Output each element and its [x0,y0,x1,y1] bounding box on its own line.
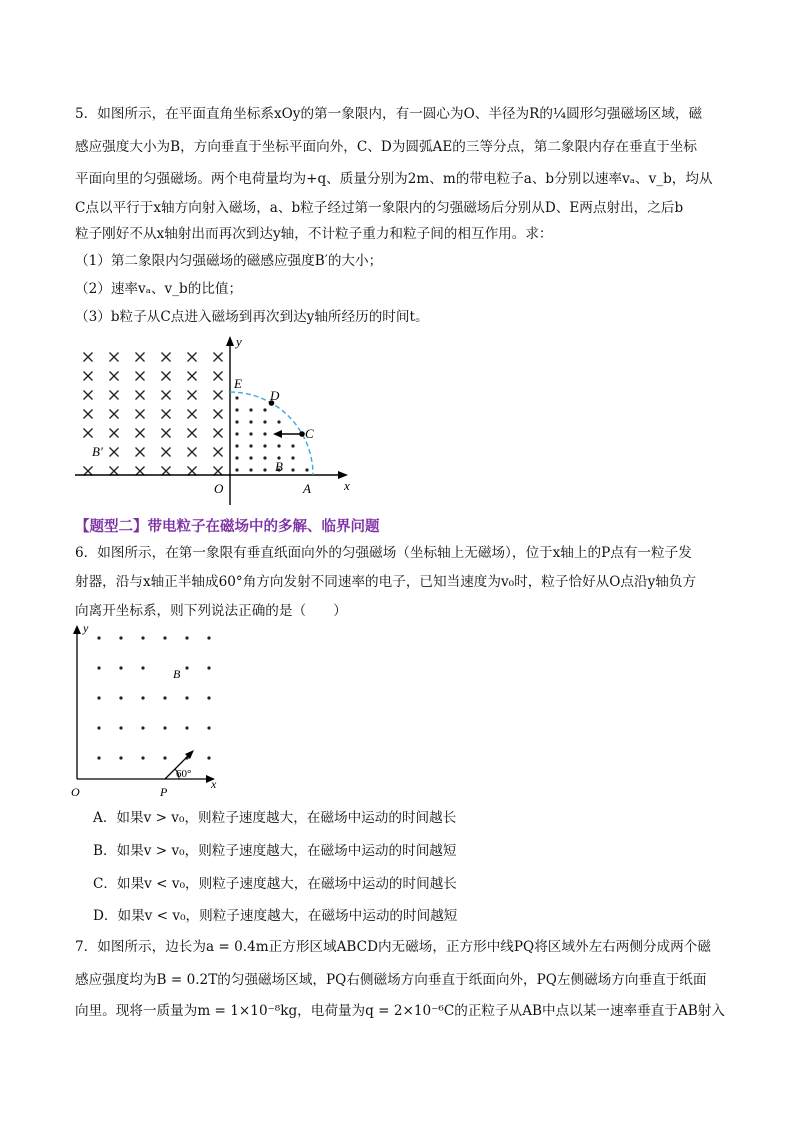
q6-option-D: D．如果v < v₀，则粒子速度越大，在磁场中运动的时间越短 [93,908,458,924]
q6-label-O: O [71,785,80,799]
q5-label-A: A [303,481,311,496]
q7-line-3: 向里。现将一质量为m = 1×10⁻⁸kg，电荷量为q = 2×10⁻⁶C的正粒子从AB中点以某一速率垂直于AB射入 [75,1003,725,1019]
field-dot-icon [163,726,166,729]
field-dot-icon [263,444,266,447]
q5-line-4: C点以平行于x轴方向射入磁场，a、b粒子经过第一象限内的匀强磁场后分别从D、E两点射出，之后b [75,200,684,216]
q6-line-3: 向离开坐标系，则下列说法正确的是（ ） [75,603,347,619]
field-cross-icon [162,372,171,381]
q6-line-2: 射器，沿与x轴正半轴成60°角方向发射不同速率的电子，已知当速度为v₀时，粒子恰好从O点沿y轴负方 [75,574,697,590]
field-dot-icon [235,420,238,423]
q5-figure [70,330,370,510]
field-dot-icon [185,636,188,639]
field-cross-icon [214,410,223,419]
field-dot-icon [249,444,252,447]
field-cross-icon [84,467,93,476]
field-cross-icon [214,448,223,457]
field-cross-icon [84,410,93,419]
field-cross-icon [188,410,197,419]
field-cross-icon [84,353,93,362]
q5-label-x: x [344,478,350,493]
field-dot-icon [249,420,252,423]
q5-subq-2: （2）速率vₐ、v_b的比值； [75,281,243,297]
q6-label-y: y [83,621,89,635]
field-dot-icon [141,726,144,729]
field-dot-icon [119,636,122,639]
q6-line-1: 6．如图所示，在第一象限有垂直纸面向外的匀强磁场（坐标轴上无磁场），位于x轴上的P点有一粒子发 [75,545,692,561]
field-dot-icon [119,756,122,759]
field-cross-icon [188,353,197,362]
q5-label-D: D [270,388,280,403]
q5-label-B: B [275,459,283,474]
field-cross-icon [188,429,197,438]
field-dot-icon [235,432,238,435]
field-cross-icon [162,391,171,400]
q6-label-angle: 60° [176,768,192,780]
q6-label-P: P [160,785,168,799]
field-dot-icon [263,408,266,411]
q5-subq-3: （3）b粒子从C点进入磁场到再次到达y轴所经历的时间t。 [75,309,429,325]
field-dot-icon [163,696,166,699]
field-cross-icon [162,429,171,438]
field-dot-icon [119,696,122,699]
field-cross-icon [162,467,171,476]
field-dot-icon [185,696,188,699]
q5-label-y: y [236,334,242,349]
q6-figure [65,620,235,800]
field-dot-icon [249,432,252,435]
field-cross-icon [136,372,145,381]
field-dot-icon [291,468,294,471]
field-dot-icon [263,420,266,423]
field-dot-icon [97,726,100,729]
field-dot-icon [119,726,122,729]
q7-line-1: 7．如图所示，边长为a = 0.4m正方形区域ABCD内无磁场，正方形中线PQ将区域外左右两侧分成两个磁 [75,939,711,955]
field-dot-icon [277,444,280,447]
field-cross-icon [136,467,145,476]
section-heading: 【题型二】带电粒子在磁场中的多解、临界问题 [75,519,380,535]
field-cross-icon [162,410,171,419]
field-cross-icon [188,372,197,381]
field-dot-icon [249,468,252,471]
field-cross-icon [214,372,223,381]
field-cross-icon [110,410,119,419]
q6-label-x: x [211,777,217,791]
field-dot-icon [185,666,188,669]
field-cross-icon [188,467,197,476]
field-dot-icon [97,666,100,669]
field-dot-icon [207,696,210,699]
field-dot-icon [291,444,294,447]
field-cross-icon [214,429,223,438]
field-dot-icon [235,468,238,471]
field-dot-icon [163,636,166,639]
field-dot-icon [141,756,144,759]
field-dot-icon [207,666,210,669]
field-cross-icon [214,467,223,476]
field-dot-icon [263,432,266,435]
field-dot-icon [291,456,294,459]
field-dot-icon [235,396,238,399]
field-dot-icon [249,408,252,411]
field-dot-icon [263,456,266,459]
field-cross-icon [84,429,93,438]
field-cross-icon [188,391,197,400]
field-dot-icon [207,756,210,759]
q5-label-C: C [305,426,314,441]
field-dot-icon [97,696,100,699]
q5-point-C [299,431,305,437]
q6-option-A: A．如果v > v₀，则粒子速度越大，在磁场中运动的时间越长 [93,810,457,826]
field-cross-icon [84,391,93,400]
field-dot-icon [305,468,308,471]
q5-cross-field [84,353,223,476]
field-dot-icon [141,636,144,639]
q5-label-E: E [234,376,242,391]
q6-option-B: B．如果v > v₀，则粒子速度越大，在磁场中运动的时间越短 [93,843,457,859]
field-cross-icon [84,372,93,381]
field-dot-icon [97,636,100,639]
field-cross-icon [110,353,119,362]
field-dot-icon [249,456,252,459]
field-cross-icon [214,353,223,362]
field-cross-icon [110,448,119,457]
field-cross-icon [162,448,171,457]
field-dot-icon [263,468,266,471]
field-dot-icon [119,666,122,669]
field-cross-icon [136,410,145,419]
field-dot-icon [235,444,238,447]
q6-label-B: B [173,667,181,681]
q5-line-2: 感应强度大小为B，方向垂直于坐标平面向外，C、D为圆弧AE的三等分点，第二象限内存在垂直于坐标 [75,139,697,155]
field-dot-icon [207,636,210,639]
field-cross-icon [110,429,119,438]
field-cross-icon [136,448,145,457]
field-cross-icon [214,391,223,400]
q6-y-arrow [73,625,81,634]
field-dot-icon [185,726,188,729]
field-cross-icon [136,391,145,400]
field-cross-icon [162,353,171,362]
field-cross-icon [136,353,145,362]
q5-subq-1: （1）第二象限内匀强磁场的磁感应强度B′的大小； [75,253,383,269]
q5-y-arrow [226,336,234,346]
field-dot-icon [235,456,238,459]
field-cross-icon [110,372,119,381]
q7-line-2: 感应强度均为B = 0.2T的匀强磁场区域，PQ右侧磁场方向垂直于纸面向外，PQ左侧磁场方向垂直于纸面 [75,972,707,988]
field-dot-icon [97,756,100,759]
field-cross-icon [136,429,145,438]
q6-option-C: C．如果v < v₀，则粒子速度越大，在磁场中运动的时间越长 [93,876,457,892]
field-dot-icon [141,666,144,669]
field-cross-icon [110,391,119,400]
field-cross-icon [110,467,119,476]
field-dot-icon [163,756,166,759]
q5-line-5: 粒子刚好不从x轴射出而再次到达y轴，不计粒子重力和粒子间的相互作用。求： [75,226,553,242]
q5-label-O: O [214,481,224,496]
field-cross-icon [188,448,197,457]
field-dot-icon [277,420,280,423]
field-dot-icon [207,726,210,729]
q6-dot-field [97,636,210,759]
q5-line-3: 平面向里的匀强磁场。两个电荷量均为+q、质量分别为2m、m的带电粒子a、b分别以速率vₐ、v_b，均从 [75,171,713,187]
q5-label-Bprime: B′ [92,444,103,459]
field-dot-icon [141,696,144,699]
q5-line-1: 5．如图所示，在平面直角坐标系xOy的第一象限内，有一圆心为O、半径为R的¼圆形匀强磁场区域，磁 [75,106,703,122]
field-dot-icon [235,408,238,411]
